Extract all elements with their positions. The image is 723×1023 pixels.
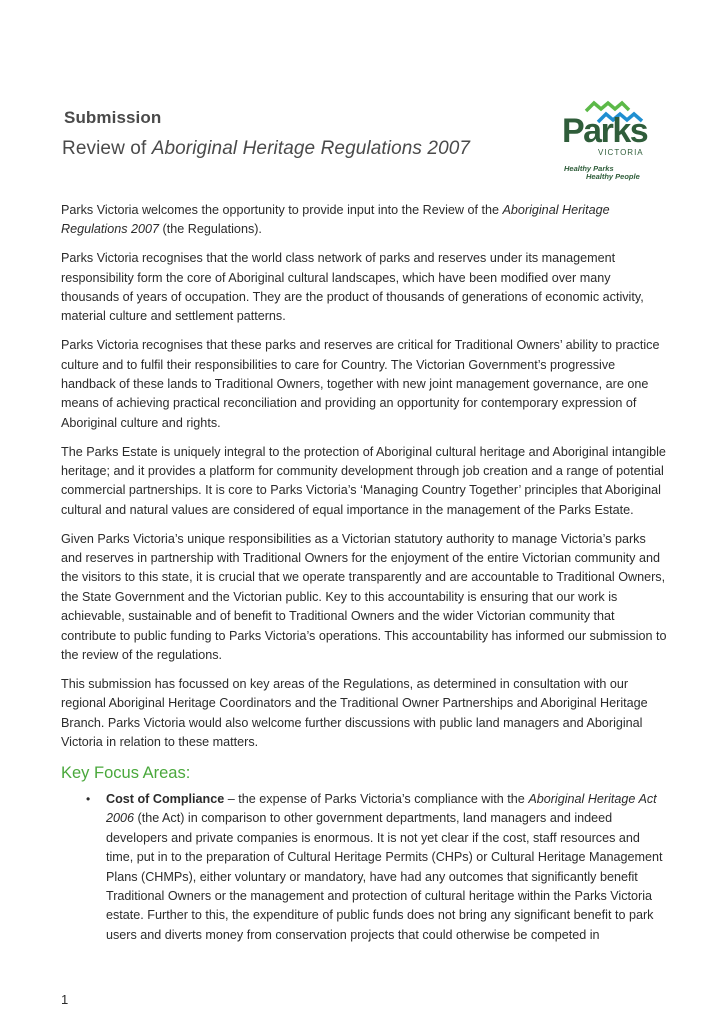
logo-tagline-2: Healthy People: [586, 172, 640, 181]
bullet-icon: •: [86, 791, 91, 806]
paragraph: Given Parks Victoria’s unique responsibilities as a Victorian statutory authority to manage Victoria’s parks and reserves in partnership with Traditional Owners for the enjoyment of the entire Victorian community and the visitors to this state, it is crucial that we operate transparently and are accountable to Traditional Owners, the State Government and the Victorian public. Key to this accountability is ensuring that our work is achievable, sustainable and of benefit to Traditional Owners and the wider Victorian community that contribute to public funding to Parks Victoria’s operations. This accountability has informed our submission to the review of the regulations.: [61, 531, 667, 663]
focus-list: [61, 790, 669, 945]
paragraph: The Parks Estate is uniquely integral to the protection of Aboriginal cultural heritage and Aboriginal intangible heritage; and it provides a platform for community development through job creation and a range of potential commercial partnerships. It is core to Parks Victoria’s ‘Managing Country Together’ principles that Aboriginal cultural and natural values are considered of equal importance in the management of the Parks Estate.: [61, 444, 666, 517]
logo-tagline-1: Healthy Parks: [564, 164, 614, 173]
logo-subtext: VICTORIA: [598, 148, 644, 157]
title-italic: Aboriginal Heritage Regulations 2007: [151, 138, 471, 159]
logo-wordmark: Parks: [562, 112, 648, 150]
document-label: Submission: [64, 108, 162, 127]
paragraph: Parks Victoria recognises that these parks and reserves are critical for Traditional Owners’ ability to practice culture and to fulfil their responsibilities to care for Country. The Victorian Government’s progressive handback of these lands to Traditional Owners, together with new joint management governance, are one means of achieving practical reconciliation and providing an opportunity for contemporary expression of Aboriginal culture and rights.: [61, 338, 660, 430]
text-run-italic: Aboriginal Heritage Act 2006: [106, 791, 657, 826]
paragraph: This submission has focussed on key areas of the Regulations, as determined in consultation with our regional Aboriginal Heritage Coordinators and the Traditional Owner Partnerships and Aboriginal Heritage Branch. Parks Victoria would also welcome further discussions with public land managers and Aboriginal Victoria in relation to these matters.: [61, 676, 648, 750]
title-block: [62, 108, 470, 160]
list-item-title: Cost of Compliance: [106, 791, 225, 806]
section-heading: Key Focus Areas:: [61, 763, 191, 782]
list-item: [61, 790, 669, 945]
text-run: (the Regulations).: [159, 222, 262, 237]
title-prefix: Review of: [62, 138, 152, 159]
paragraph-intro: [61, 201, 669, 240]
text-run: Parks Victoria welcomes the opportunity to provide input into the Review of the: [61, 203, 503, 217]
text-run: – the expense of Parks Victoria’s compliance with the: [224, 791, 529, 806]
paragraph: Parks Victoria recognises that the world class network of parks and reserves under its management responsibility form the core of Aboriginal cultural landscapes, which have been modified over many thousands of years of occupation. They are the product of thousands of generations of economic activity, material culture and settlement patterns.: [61, 251, 644, 324]
page-number: 1: [61, 992, 69, 1007]
document-body: [61, 201, 669, 945]
text-run: (the Act) in comparison to other government departments, land managers and indeed developers and private companies is enormous. It is not yet clear if the cost, staff resources and time, put in to the preparation of Cultural Heritage Permits (CHPs) or Cultural Heritage Management Plans (CHMPs), either voluntary or mandatory, have had any outcomes that significantly benefit Traditional Owners or the management and protection of cultural heritage within the Parks Victoria estate. Further to this, the expenditure of public funds does not bring any significant benefit to park users and diverts money from conservation projects that could otherwise be competed in: [106, 811, 663, 942]
document-title: [62, 138, 470, 160]
parks-victoria-logo: [560, 100, 660, 182]
text-run-italic: Aboriginal Heritage Regulations 2007: [61, 203, 610, 237]
